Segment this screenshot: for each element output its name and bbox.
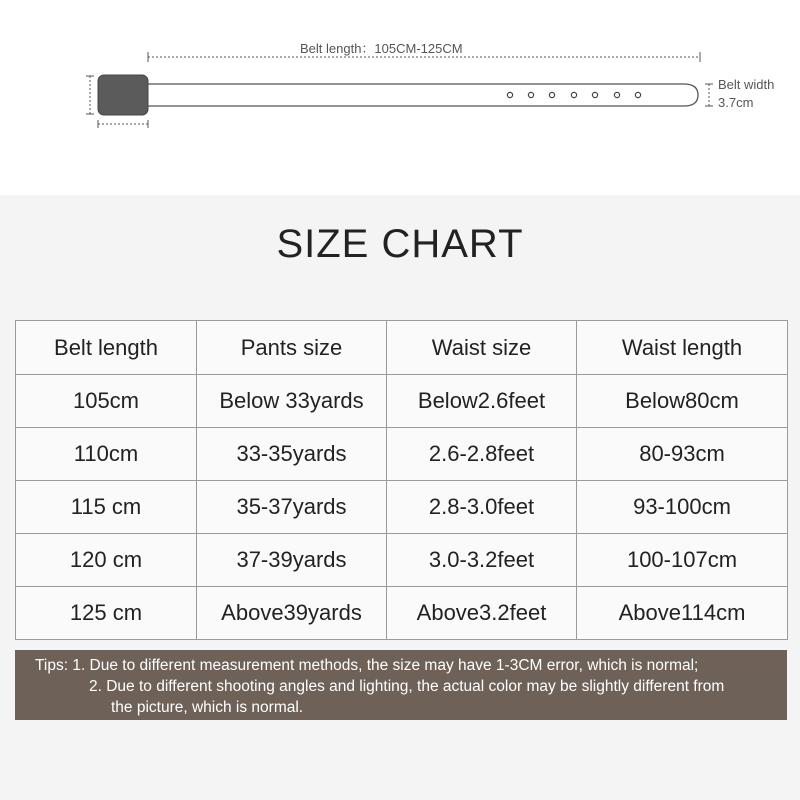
- table-cell: Below 33yards: [197, 375, 387, 428]
- table-row: [16, 534, 788, 587]
- header-waist-size: Waist size: [387, 321, 577, 375]
- table-cell: 115 cm: [16, 481, 197, 534]
- table-cell: 35-37yards: [197, 481, 387, 534]
- table-cell: 3.0-3.2feet: [387, 534, 577, 587]
- table-cell: 2.6-2.8feet: [387, 428, 577, 481]
- table-cell: 80-93cm: [577, 428, 788, 481]
- belt-length-label: Belt length：105CM-125CM: [300, 41, 463, 56]
- belt-width-text: Belt width: [718, 77, 775, 92]
- table-cell: 2.8-3.0feet: [387, 481, 577, 534]
- header-pants-size: Pants size: [197, 321, 387, 375]
- table-row: [16, 428, 788, 481]
- table-row: [16, 587, 788, 640]
- belt-width-value: 3.7cm: [718, 95, 754, 110]
- header-waist-length: Waist length: [577, 321, 788, 375]
- table-cell: 37-39yards: [197, 534, 387, 587]
- size-chart-title: SIZE CHART: [276, 222, 524, 266]
- table-cell: Below80cm: [577, 375, 788, 428]
- table-cell: Below2.6feet: [387, 375, 577, 428]
- belt-strap: [146, 84, 698, 106]
- table-cell: 110cm: [16, 428, 197, 481]
- table-cell: Above39yards: [197, 587, 387, 640]
- table-cell: Above114cm: [577, 587, 788, 640]
- tips-line-1: [35, 655, 779, 676]
- tips-box: [15, 650, 787, 720]
- belt-illustration: [0, 0, 800, 195]
- table-row: [16, 375, 788, 428]
- tip-1-text: 1. Due to different measurement methods, the size may have 1-3CM error, which is normal;: [72, 657, 699, 674]
- belt-buckle: [98, 75, 148, 115]
- table-header-row: [16, 321, 788, 375]
- table-cell: 105cm: [16, 375, 197, 428]
- table-row: [16, 481, 788, 534]
- header-belt-length: Belt length: [16, 321, 197, 375]
- tip-2-continuation: the picture, which is normal.: [111, 699, 304, 716]
- tip-2-text: 2. Due to different shooting angles and lighting, the actual color may be slightly different from: [89, 678, 725, 695]
- tips-prefix: Tips:: [35, 657, 73, 674]
- table-cell: 120 cm: [16, 534, 197, 587]
- size-table: [15, 320, 788, 640]
- table-cell: 100-107cm: [577, 534, 788, 587]
- table-cell: Above3.2feet: [387, 587, 577, 640]
- table-cell: 125 cm: [16, 587, 197, 640]
- table-cell: 33-35yards: [197, 428, 387, 481]
- table-cell: 93-100cm: [577, 481, 788, 534]
- belt-width-label: [718, 76, 774, 112]
